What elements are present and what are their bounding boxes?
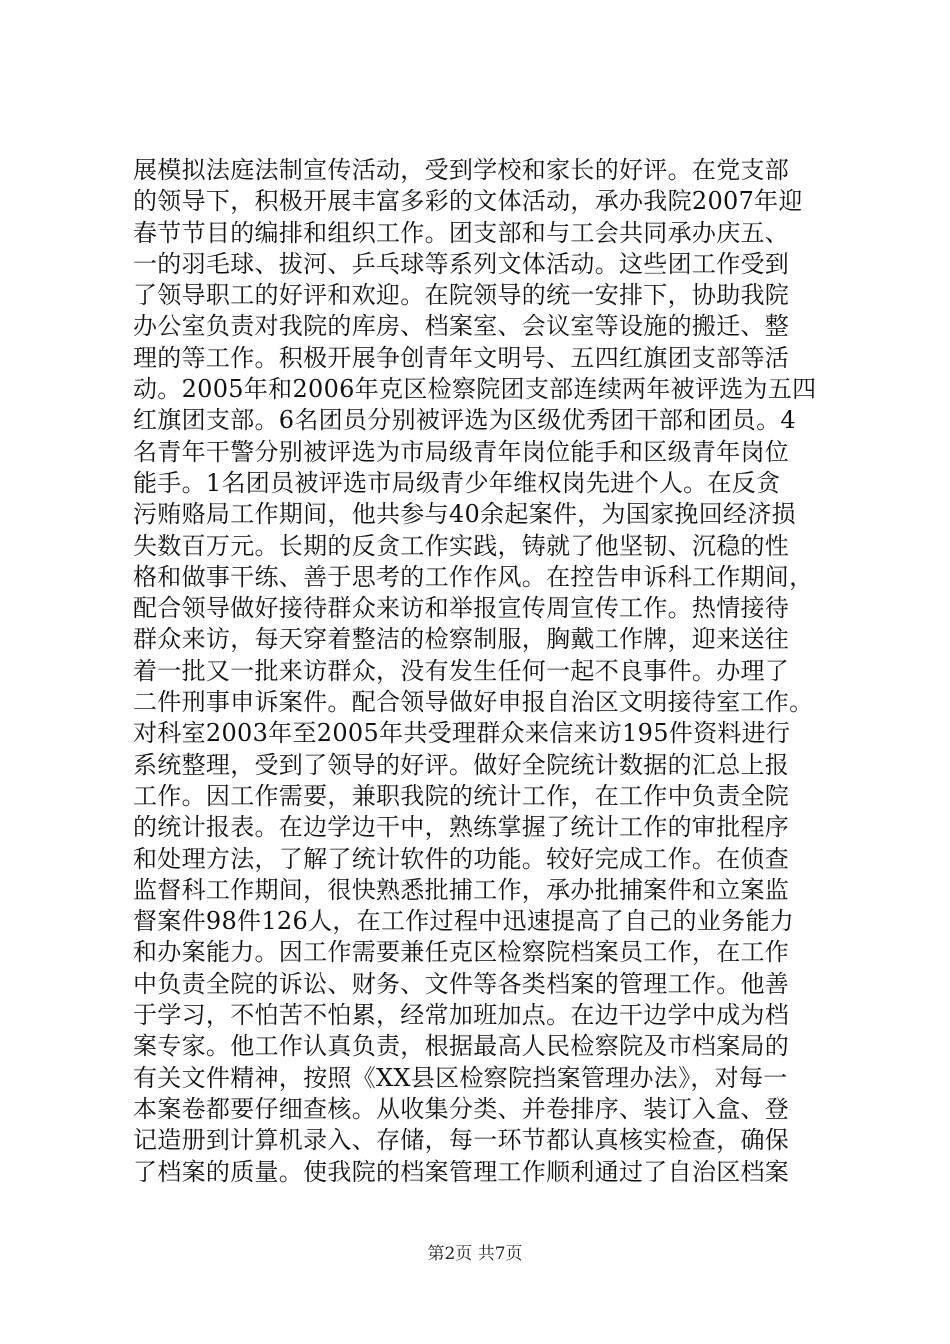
text-line: 和处理方法，了解了统计软件的功能。较好完成工作。在侦查 — [133, 844, 790, 873]
text-line: 对科室2003年至2005年共受理群众来信来访195件资料进行 — [133, 719, 791, 748]
text-line: 于学习，不怕苦不怕累，经常加班加点。在边干边学中成为档 — [133, 1001, 790, 1030]
text-line: 红旗团支部。6名团员分别被评选为区级优秀团干部和团员。4 — [133, 406, 796, 435]
text-line: 格和做事干练、善于思考的工作作风。在控告申诉科工作期间， — [133, 562, 814, 591]
text-line: 和办案能力。因工作需要兼任克区检察院档案员工作，在工作 — [133, 938, 790, 967]
text-line: 春节节目的编排和组织工作。团支部和与工会共同承办庆五、 — [133, 218, 790, 247]
text-line: 中负责全院的诉讼、财务、文件等各类档案的管理工作。他善 — [133, 969, 790, 998]
body-text — [133, 155, 833, 1188]
text-line: 能手。1名团员被评选市局级青少年维权岗先进个人。在反贪 — [133, 468, 781, 497]
text-line: 二件刑事申诉案件。配合领导做好申报自治区文明接待室工作。 — [133, 688, 814, 717]
text-line: 失数百万元。长期的反贪工作实践，铸就了他坚韧、沉稳的性 — [133, 531, 790, 560]
text-line: 督案件98件126人，在工作过程中迅速提高了自己的业务能力 — [133, 907, 795, 936]
page-footer: 第2页 共7页 — [427, 1244, 523, 1264]
text-line: 群众来访，每天穿着整洁的检察制服，胸戴工作牌，迎来送往 — [133, 625, 790, 654]
text-line: 案专家。他工作认真负责，根据最高人民检察院及市档案局的 — [133, 1032, 790, 1061]
text-line: 污贿赂局工作期间，他共参与40余起案件，为国家挽回经济损 — [133, 500, 796, 529]
text-line: 记造册到计算机录入、存储，每一环节都认真核实检查，确保 — [133, 1126, 790, 1155]
text-line: 监督科工作期间，很快熟悉批捕工作，承办批捕案件和立案监 — [133, 875, 790, 904]
text-line: 一的羽毛球、拔河、乒乓球等系列文体活动。这些团工作受到 — [133, 249, 790, 278]
text-line: 办公室负责对我院的库房、档案室、会议室等设施的搬迁、整 — [133, 312, 790, 341]
text-line: 动。2005年和2006年克区检察院团支部连续两年被评选为五四 — [133, 375, 817, 404]
text-line: 工作。因工作需要，兼职我院的统计工作，在工作中负责全院 — [133, 781, 790, 810]
text-line: 名青年干警分别被评选为市局级青年岗位能手和区级青年岗位 — [133, 437, 790, 466]
text-line: 有关文件精神，按照《XX县区检察院挡案管理办法》，对每一 — [133, 1063, 788, 1092]
text-line: 了领导职工的好评和欢迎。在院领导的统一安排下，协助我院 — [133, 281, 790, 310]
text-line: 理的等工作。积极开展争创青年文明号、五四红旗团支部等活 — [133, 343, 790, 372]
text-line: 配合领导做好接待群众来访和举报宣传周宣传工作。热情接待 — [133, 594, 790, 623]
text-line: 着一批又一批来访群众，没有发生任何一起不良事件。办理了 — [133, 656, 790, 685]
text-line: 本案卷都要仔细查核。从收集分类、并卷排序、装订入盒、登 — [133, 1094, 790, 1123]
text-line: 展模拟法庭法制宣传活动，受到学校和家长的好评。在党支部 — [133, 156, 790, 184]
text-line: 系统整理，受到了领导的好评。做好全院统计数据的汇总上报 — [133, 750, 790, 779]
text-line: 的统计报表。在边学边干中，熟练掌握了统计工作的审批程序 — [133, 813, 790, 842]
text-line: 了档案的质量。使我院的档案管理工作顺利通过了自治区档案 — [133, 1157, 790, 1186]
text-line: 的领导下，积极开展丰富多彩的文体活动，承办我院2007年迎 — [133, 187, 803, 216]
